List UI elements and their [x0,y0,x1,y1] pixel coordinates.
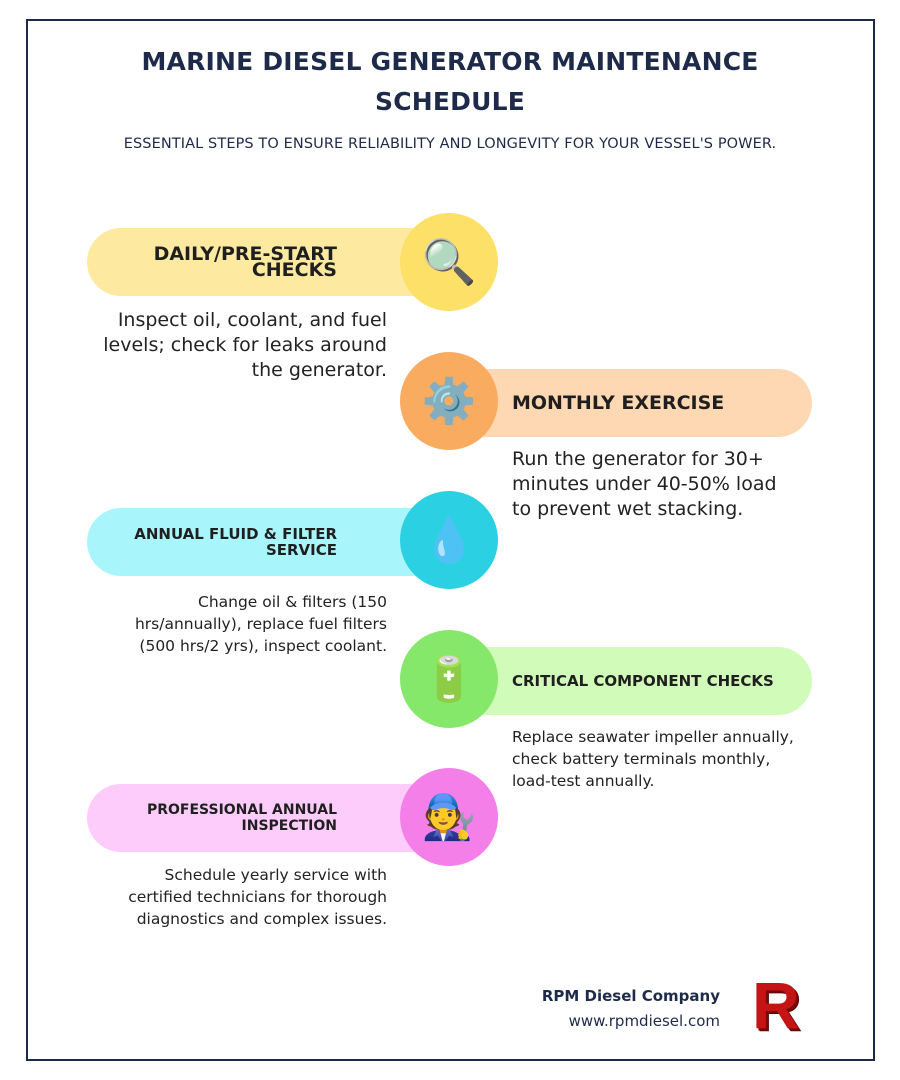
step-daily-pill [87,228,449,296]
step-monthly-pill [449,369,812,437]
step-title: CRITICAL COMPONENT CHECKS [512,672,774,690]
step-description: Run the generator for 30+ minutes under 40-50% load to prevent wet stacking. [512,448,777,520]
step-title: DAILY/PRE-START CHECKS [153,243,337,281]
step-critical-pill [449,647,812,715]
step-description: Schedule yearly service with certified technicians for thorough diagnostics and complex issues. [128,866,387,928]
rpm-logo-icon: R [752,968,800,1042]
step-description: Change oil & filters (150 hrs/annually), replace fuel filters (500 hrs/2 yrs), inspect coolant. [134,593,387,655]
page-subtitle: ESSENTIAL STEPS TO ENSURE RELIABILITY AND LONGEVITY FOR YOUR VESSEL'S POWER. [123,136,777,152]
step-title: PROFESSIONAL ANNUAL INSPECTION [146,802,337,834]
company-name: RPM Diesel Company [541,987,720,1005]
gear-icon: ⚙️ [400,352,498,450]
step-title: MONTHLY EXERCISE [512,392,725,414]
page-title [0,42,900,122]
step-professional-pill [87,784,449,852]
step-annual-fluid-pill [87,508,449,576]
title-line-1: MARINE DIESEL GENERATOR MAINTENANCE [141,47,759,76]
company-url[interactable]: www.rpmdiesel.com [568,1012,720,1030]
step-description: Replace seawater impeller annually, check battery terminals monthly, load-test annually. [512,728,794,790]
mechanic-icon: 🧑‍🔧 [400,768,498,866]
battery-icon: 🔋 [400,630,498,728]
water-drop-icon: 💧 [400,491,498,589]
step-description: Inspect oil, coolant, and fuel levels; check for leaks around the generator. [103,309,387,381]
magnifying-glass-icon: 🔍 [400,213,498,311]
step-title: ANNUAL FLUID & FILTER SERVICE [134,525,337,559]
title-line-2: SCHEDULE [374,87,525,116]
